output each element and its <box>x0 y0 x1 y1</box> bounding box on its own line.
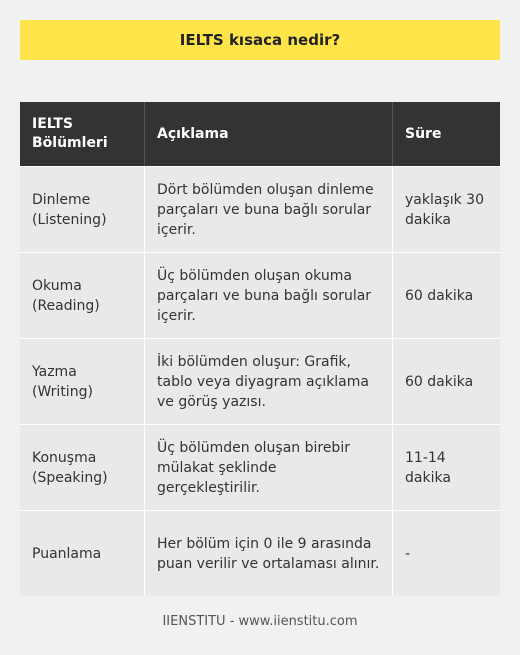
section-cell: Konuşma (Speaking) <box>20 425 145 510</box>
duration-cell: 60 dakika <box>405 287 474 304</box>
table-row <box>20 338 500 424</box>
footer-credit: IIENSTITU - www.iienstitu.com <box>162 614 358 629</box>
table-row <box>20 424 500 510</box>
duration-cell: 60 dakika <box>405 373 474 390</box>
duration-cell: yaklaşık 30 dakika <box>405 191 484 228</box>
description-cell: Her bölüm için 0 ile 9 arasında puan verilir ve ortalaması alınır. <box>145 511 393 596</box>
description-cell: Üç bölümden oluşan okuma parçaları ve buna bağlı sorular içerir. <box>145 253 393 338</box>
table-row <box>20 510 500 596</box>
table-row <box>20 252 500 338</box>
section-cell: Okuma (Reading) <box>20 253 145 338</box>
description-cell: Dört bölümden oluşan dinleme parçaları ve buna bağlı sorular içerir. <box>145 167 393 252</box>
header-cell-duration: Süre <box>405 125 442 142</box>
table-header-row <box>20 102 500 166</box>
header-cell-sections: IELTS Bölümleri <box>20 102 145 166</box>
duration-cell: 11-14 dakika <box>405 449 451 486</box>
table-row <box>20 166 500 252</box>
ielts-table <box>20 102 500 596</box>
section-cell: Dinleme (Listening) <box>20 167 145 252</box>
description-cell: İki bölümden oluşur: Grafik, tablo veya diyagram açıklama ve görüş yazısı. <box>145 339 393 424</box>
description-cell: Üç bölümden oluşan birebir mülakat şeklinde gerçekleştirilir. <box>145 425 393 510</box>
section-cell: Yazma (Writing) <box>20 339 145 424</box>
header-cell-description: Açıklama <box>145 102 393 166</box>
section-cell: Puanlama <box>20 511 145 596</box>
duration-cell: - <box>405 545 411 562</box>
page-title: IELTS kısaca nedir? <box>20 20 500 60</box>
